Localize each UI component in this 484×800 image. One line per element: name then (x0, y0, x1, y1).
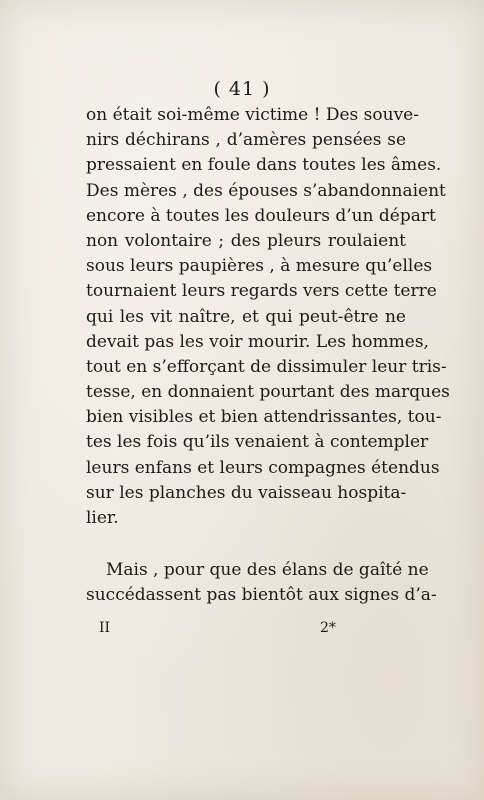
text-line: nirs déchirans , d’amères pensées se (86, 130, 406, 151)
text-line: tesse, en donnaient pourtant des marques (86, 382, 450, 403)
text-line: tout en s’efforçant de dissimuler leur tris- (86, 356, 447, 377)
text-line: Mais , pour que des élans de gaîté ne (106, 560, 429, 581)
page-number: ( 41 ) (213, 78, 271, 100)
catchword: 2* (320, 620, 336, 636)
text-line: bien visibles et bien attendrissantes, tou- (86, 407, 442, 428)
signature-mark: II (99, 620, 111, 636)
text-line: devait pas les voir mourir. Les hommes, (86, 331, 429, 352)
text-line: encore à toutes les douleurs d’un départ (86, 205, 436, 226)
text-line: lier. (86, 508, 119, 528)
text-line: tes les fois qu’ils venaient à contempler (86, 432, 429, 453)
text-line: on était soi-même victime ! Des souve- (86, 105, 419, 125)
text-line: sous leurs paupières , à mesure qu’elles (86, 256, 433, 277)
text-line: succédassent pas bientôt aux signes d’a- (86, 585, 437, 606)
text-line: pressaient en foule dans toutes les âmes. (86, 155, 442, 176)
text-line: Des mères , des épouses s’abandonnaient (86, 180, 446, 201)
text-line: sur les planches du vaisseau hospita- (86, 482, 407, 503)
text-line: non volontaire ; des pleurs roulaient (86, 230, 406, 251)
body-text (86, 103, 450, 609)
paragraph-gap (86, 531, 406, 558)
text-line: qui les vit naître, et qui peut-être ne (86, 306, 406, 327)
text-line: leurs enfans et leurs compagnes étendus (86, 457, 440, 478)
text-line: tournaient leurs regards vers cette terre (86, 281, 437, 302)
